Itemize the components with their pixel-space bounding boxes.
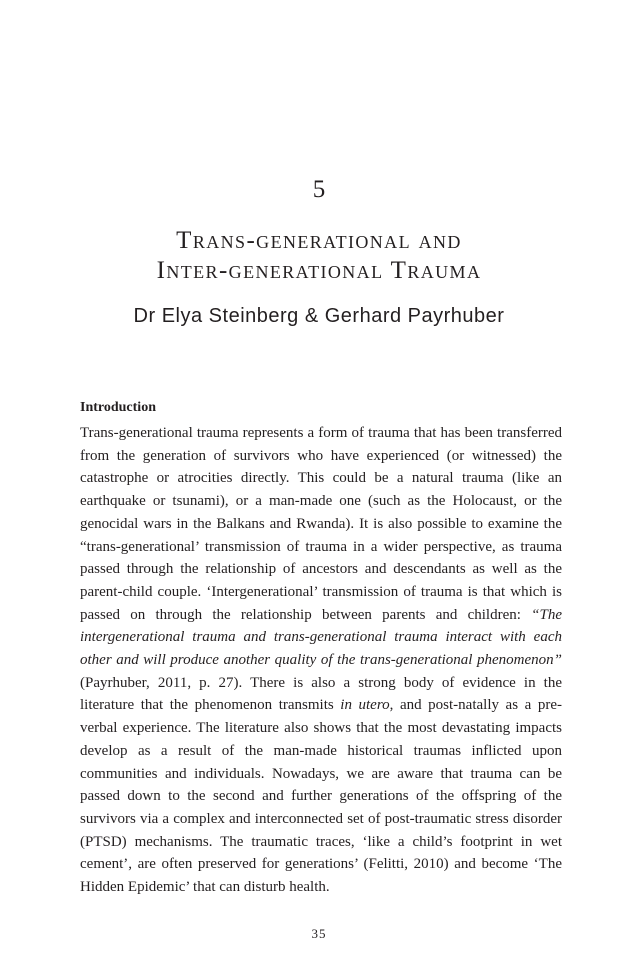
- chapter-number: 5: [312, 176, 326, 203]
- paragraph-text-part-3: , and post-natally as a pre-verbal experience. The literature also shows that the most devastating impacts develop as a result of the man-made historical traumas inflicted upon communities and individuals. Nowadays, we are aware that trauma can be passed down to the second and further generations of the offspring of the survivors via a complex and interconnected set of post-traumatic stress disorder (PTSD) mechanisms. The traumatic traces, ‘like a child’s footprint in wet cement’, are often preserved for generations’ (Felitti, 2010) and become ‘The Hidden Epidemic’ that can disturb health.: [80, 697, 562, 896]
- italic-term-in-utero: in utero: [340, 697, 390, 714]
- chapter-title-line-2: Inter-generational Trauma: [156, 257, 482, 284]
- section-heading: Introduction: [80, 400, 156, 415]
- italic-quote: “The intergenerational trauma and trans-generational trauma interact with each other and will produce another quality of the trans-generational phenomenon”: [80, 606, 562, 669]
- body-paragraph: [80, 422, 562, 899]
- page-number: 35: [311, 926, 327, 941]
- chapter-title-line-1: Trans-generational and: [176, 227, 462, 254]
- chapter-authors: Dr Elya Steinberg & Gerhard Payrhuber: [133, 305, 505, 327]
- paragraph-text-part-2: (Payrhuber, 2011, p. 27). There is also a strong body of evidence in the literature that the phenomenon transmits: [80, 674, 562, 714]
- chapter-title: [0, 226, 638, 286]
- paragraph-text-part-1: Trans-generational trauma represents a form of trauma that has been transferred from the generation of survivors who have experienced (or witnessed) the catastrophe or atrocities directly. This could be a natural trauma (like an earthquake or tsunami), or a man-made one (such as the Holocaust, or the genocidal wars in the Balkans and Rwanda). It is also possible to examine the “trans-generational’ transmission of trauma in a wider perspective, as trauma passed through the relationship of ancestors and descendants as well as the parent-child couple. ‘Intergenerational’ transmission of trauma is that which is passed on through the relationship between parents and children:: [80, 425, 562, 623]
